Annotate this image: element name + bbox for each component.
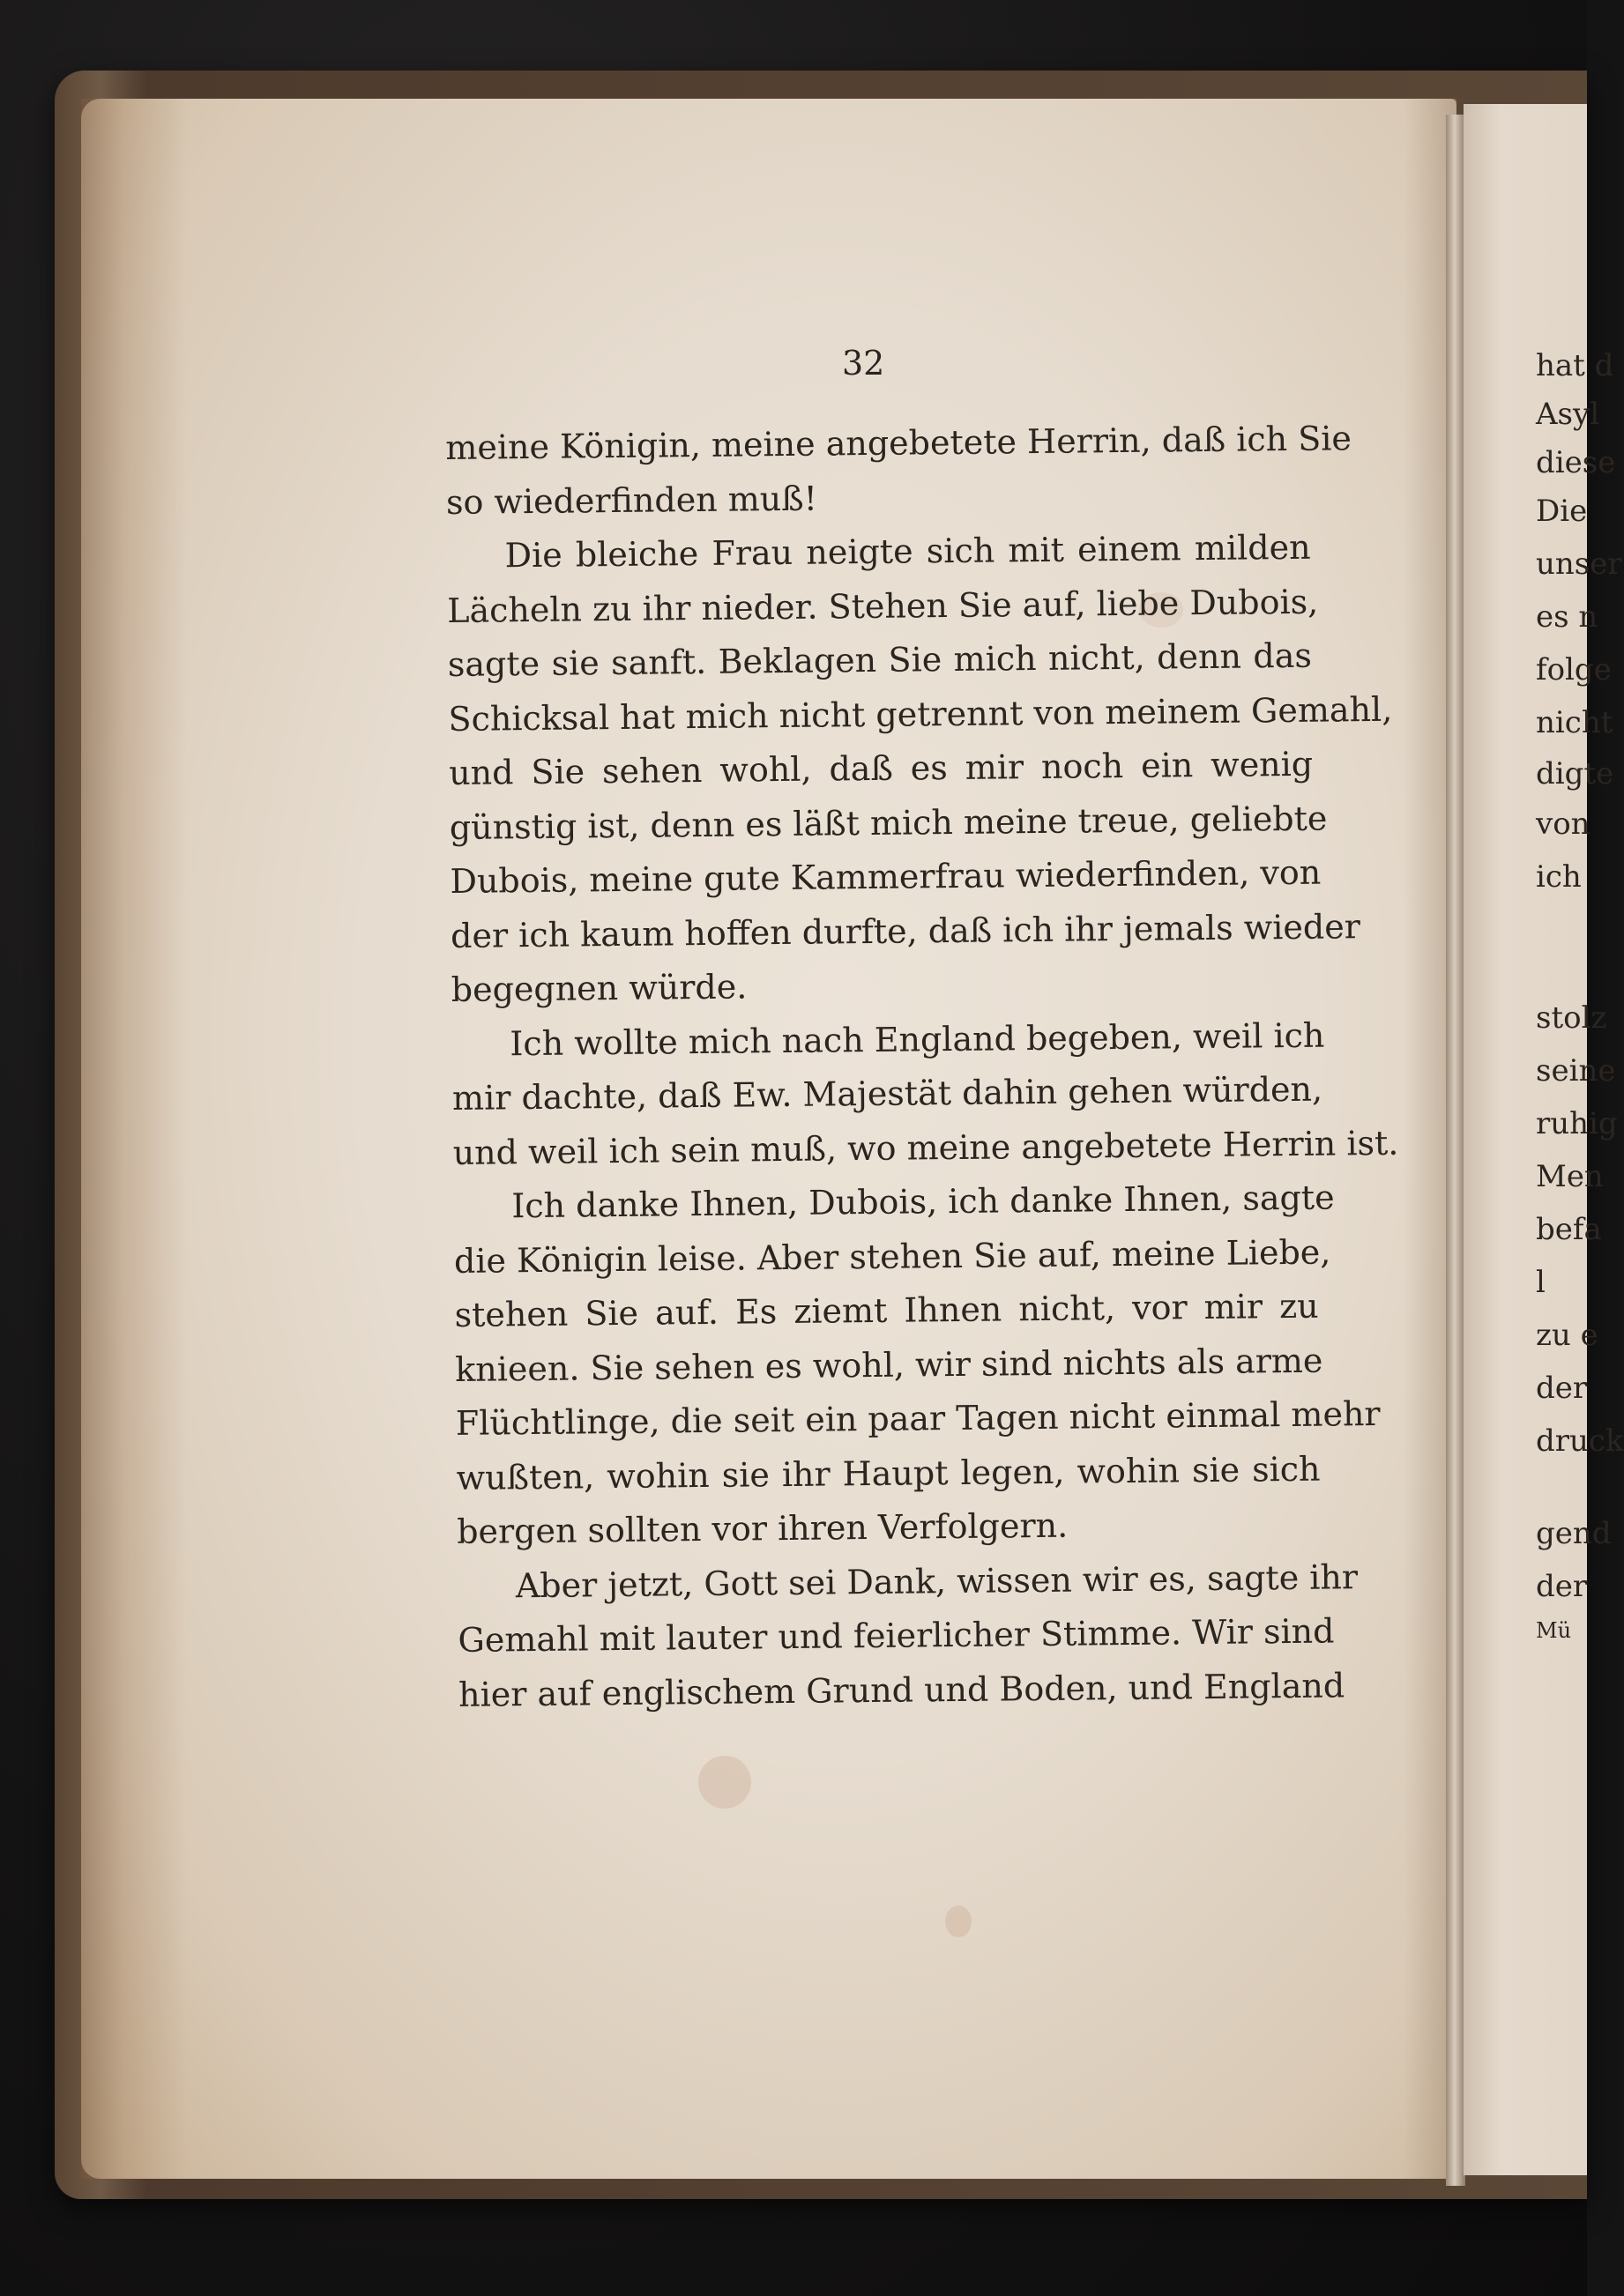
text-line: günstig ist, denn es läßt mich meine treue, geliebte xyxy=(449,799,1328,847)
book-gutter xyxy=(1446,115,1465,2186)
text-line: Aber jetzt, Gott sei Dank, wissen wir es, sagte ihr xyxy=(515,1557,1359,1605)
text-line: hier auf englischem Grund und Boden, und England xyxy=(458,1665,1345,1714)
right-page-line-fragment: druck xyxy=(1536,1423,1624,1459)
right-page-line-fragment: der xyxy=(1536,1371,1588,1406)
right-page-line-fragment: diese xyxy=(1536,445,1616,480)
text-line: und weil ich sein muß, wo meine angebetete Herrin ist. xyxy=(452,1123,1399,1172)
right-page-line-fragment: von xyxy=(1536,806,1590,842)
right-page-line-fragment: digte xyxy=(1536,756,1614,791)
text-line: sagte sie sanft. Beklagen Sie mich nicht, denn das xyxy=(447,635,1313,684)
right-page-line-fragment: stolz xyxy=(1536,1000,1607,1036)
right-page-line-fragment: der xyxy=(1536,1569,1588,1604)
text-line: Ich wollte mich nach England begeben, weil ich xyxy=(510,1015,1325,1063)
right-page-line-fragment: Die xyxy=(1536,494,1588,529)
page-number: 32 xyxy=(842,344,885,383)
right-page-line-fragment: befa xyxy=(1536,1212,1602,1247)
right-page-line-fragment: l xyxy=(1536,1265,1546,1300)
text-line: Schicksal hat mich nicht getrennt von meinem Gemahl, xyxy=(448,689,1393,739)
right-page-line-fragment: ich xyxy=(1536,859,1582,895)
text-line: Gemahl mit lauter und feierlicher Stimme. Wir sind xyxy=(458,1611,1335,1660)
right-page-line-fragment: Men xyxy=(1536,1159,1604,1194)
text-line: Flüchtlinge, die seit ein paar Tagen nicht einmal mehr xyxy=(455,1393,1381,1443)
paper-stain xyxy=(945,1906,972,1937)
text-line: Ich danke Ihnen, Dubois, ich danke Ihnen, sagte xyxy=(511,1178,1335,1226)
right-page-line-fragment: folge xyxy=(1536,652,1612,687)
text-line: der ich kaum hoffen durfte, daß ich ihr jemals wieder xyxy=(450,906,1361,955)
right-page-line-fragment: es n xyxy=(1536,599,1598,635)
right-page xyxy=(1464,104,1624,2175)
text-line: bergen sollten vor ihren Verfolgern. xyxy=(456,1505,1069,1551)
text-line: Lächeln zu ihr nieder. Stehen Sie auf, liebe Dubois, xyxy=(447,582,1319,630)
text-line: begegnen würde. xyxy=(451,967,748,1009)
right-page-line-fragment: hat d xyxy=(1536,348,1614,383)
right-page-line-fragment: Asyl xyxy=(1536,397,1600,432)
text-line: die Königin leise. Aber stehen Sie auf, meine Liebe, xyxy=(453,1232,1331,1281)
text-line: meine Königin, meine angebetete Herrin, daß ich Sie xyxy=(445,419,1352,467)
text-line: Die bleiche Frau neigte sich mit einem milden xyxy=(504,527,1311,576)
text-line: knieen. Sie sehen es wohl, wir sind nichts als arme xyxy=(455,1341,1323,1389)
text-line: mir dachte, daß Ew. Majestät dahin gehen würden, xyxy=(451,1069,1323,1118)
text-line: stehen Sie auf. Es ziemt Ihnen nicht, vor mir zu xyxy=(454,1286,1319,1334)
text-line: und Sie sehen wohl, daß es mir noch ein wenig xyxy=(448,744,1314,792)
right-page-line-fragment: zu e xyxy=(1536,1318,1598,1353)
text-line: so wiederfinden muß! xyxy=(445,479,818,522)
right-page-line-fragment: seine xyxy=(1536,1053,1616,1089)
text-line: Dubois, meine gute Kammerfrau wiederfinden, von xyxy=(450,852,1322,901)
right-page-line-fragment: ruhig xyxy=(1536,1106,1618,1141)
right-page-line-fragment: nicht xyxy=(1536,705,1613,740)
paper-stain xyxy=(698,1756,751,1809)
right-page-line-fragment: gend xyxy=(1536,1516,1612,1551)
text-line: wußten, wohin sie ihr Haupt legen, wohin sie sich xyxy=(456,1449,1321,1497)
right-page-line-fragment: unser xyxy=(1536,546,1622,582)
right-page-line-fragment: Mü xyxy=(1536,1618,1572,1643)
